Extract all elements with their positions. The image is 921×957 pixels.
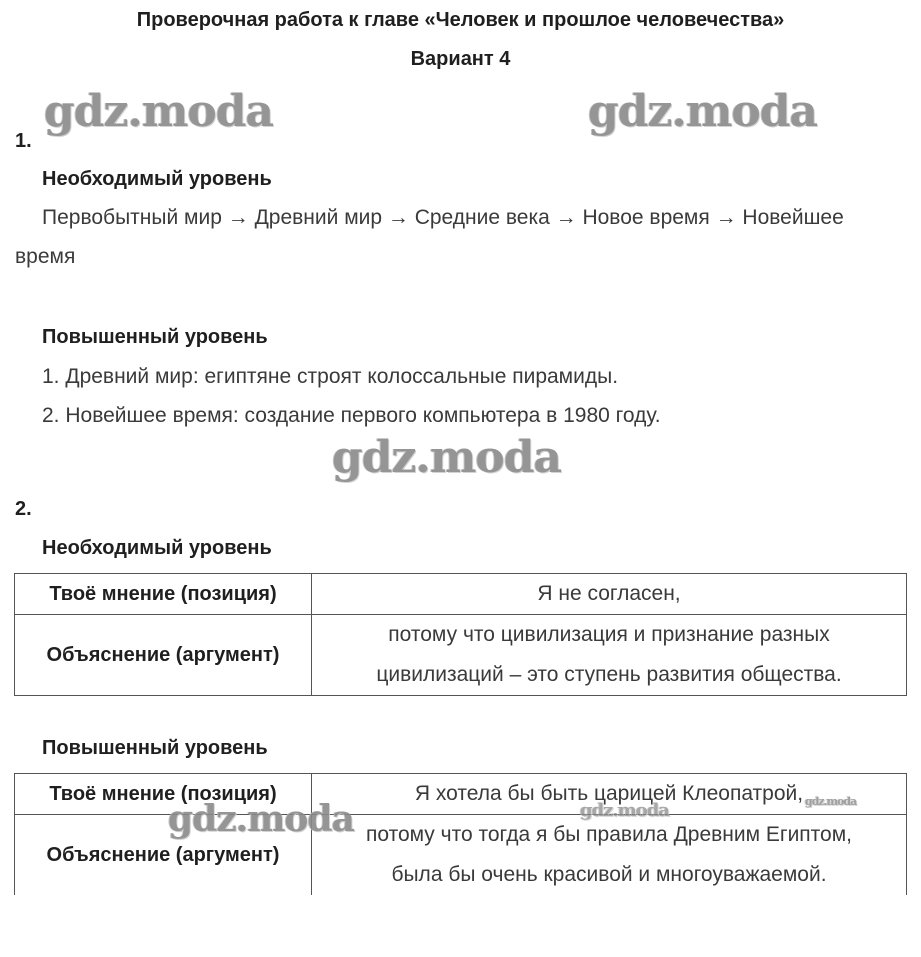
argument-line: потому что цивилизация и признание разных (388, 623, 830, 646)
advanced-level-heading: Повышенный уровень (42, 326, 268, 348)
argument-value (312, 615, 907, 696)
variant-label: Вариант 4 (410, 48, 511, 70)
watermark-logo: gdz.moda (580, 800, 669, 821)
argument-label: Объяснение (аргумент) (15, 615, 312, 696)
eras-sequence-continued: время (15, 245, 76, 268)
argument-line: потому что тогда я бы правила Древним Египтом, (365, 823, 853, 846)
argument-label: Объяснение (аргумент) (15, 815, 312, 896)
task-number: 2. (15, 498, 32, 520)
position-label: Твоё мнение (позиция) (15, 574, 312, 615)
page-title: Проверочная работа к главе «Человек и прошлое человечества» (136, 9, 785, 31)
eras-sequence: Первобытный мир → Древний мир → Средние века → Новое время → Новейшее (42, 206, 844, 229)
required-level-heading: Необходимый уровень (42, 537, 272, 559)
watermark-logo: gdz.moda (44, 86, 274, 137)
watermark-logo: gdz.moda (588, 86, 818, 137)
position-value: Я хотела бы быть царицей Клеопатрой, (312, 774, 907, 815)
opinion-table (14, 773, 907, 895)
watermark-logo: gdz.moda (168, 798, 354, 840)
position-value: Я не согласен, (312, 574, 907, 615)
opinion-table (14, 573, 907, 696)
advanced-level-heading: Повышенный уровень (42, 737, 268, 759)
argument-value (312, 815, 907, 896)
required-level-heading: Необходимый уровень (42, 168, 272, 190)
position-label: Твоё мнение (позиция) (15, 774, 312, 815)
task-number: 1. (15, 130, 32, 152)
list-item: 1. Древний мир: египтяне строят колоссальные пирамиды. (42, 365, 619, 388)
watermark-logo: gdz.moda (332, 432, 562, 483)
list-item: 2. Новейшее время: создание первого компьютера в 1980 году. (42, 404, 661, 427)
watermark-logo: gdz.moda (805, 795, 857, 808)
argument-line: цивилизаций – это ступень развития общества. (376, 663, 842, 686)
argument-line: была бы очень красивой и многоуважаемой. (391, 863, 827, 886)
